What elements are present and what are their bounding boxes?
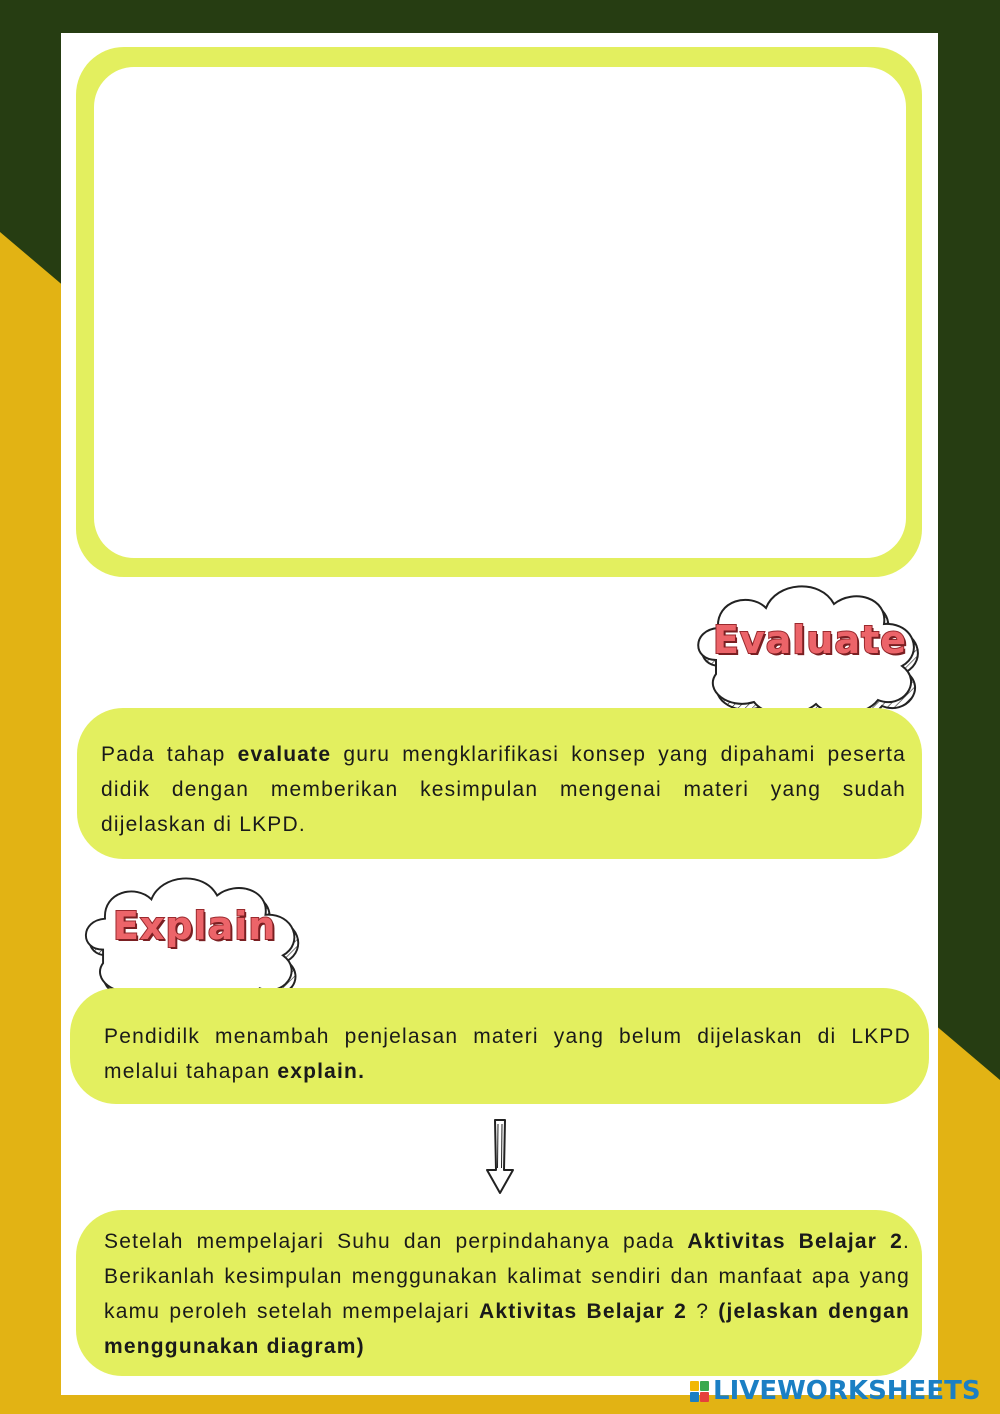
logo-mark-square <box>690 1392 699 1402</box>
logo-mark-square <box>700 1381 709 1391</box>
down-arrow-icon <box>484 1118 516 1196</box>
task-bold3: (jelaskan dengan menggunakan diagram) <box>104 1300 910 1358</box>
task-part1: Setelah mempelajari Suhu dan perpindahanya pada <box>104 1230 688 1253</box>
liveworksheets-logo-text: LIVEWORKSHEETS <box>713 1376 981 1406</box>
evaluate-text-bold: evaluate <box>237 743 332 766</box>
explain-text-before: Pendidilk menambah penjelasan materi yang belum dijelaskan di LKPD melalui tahapan <box>104 1025 911 1083</box>
evaluate-description <box>77 708 922 859</box>
task-part3: ? <box>687 1300 719 1323</box>
logo-mark-square <box>700 1392 709 1402</box>
explain-heading: Explain <box>113 904 277 948</box>
task-instruction <box>76 1210 922 1376</box>
liveworksheets-logo-mark <box>690 1381 709 1402</box>
task-bold1: Aktivitas Belajar 2 <box>687 1230 903 1253</box>
task-bold2: Aktivitas Belajar 2 <box>479 1300 688 1323</box>
answer-area[interactable] <box>94 67 906 558</box>
liveworksheets-logo <box>690 1374 981 1408</box>
evaluate-text-after: guru mengklarifikasi konsep yang dipahami peserta didik dengan memberikan kesimpulan mengenai materi yang sudah dijelaskan di LKPD. <box>101 743 906 836</box>
explain-text-bold: explain. <box>277 1060 366 1083</box>
evaluate-heading: Evaluate <box>713 618 908 662</box>
task-part2: . Berikanlah kesimpulan menggunakan kalimat sendiri dan manfaat apa yang kamu peroleh setelah mempelajari <box>104 1230 910 1323</box>
evaluate-text-before: Pada tahap <box>101 743 238 766</box>
explain-description <box>70 988 929 1104</box>
logo-mark-square <box>690 1381 699 1391</box>
